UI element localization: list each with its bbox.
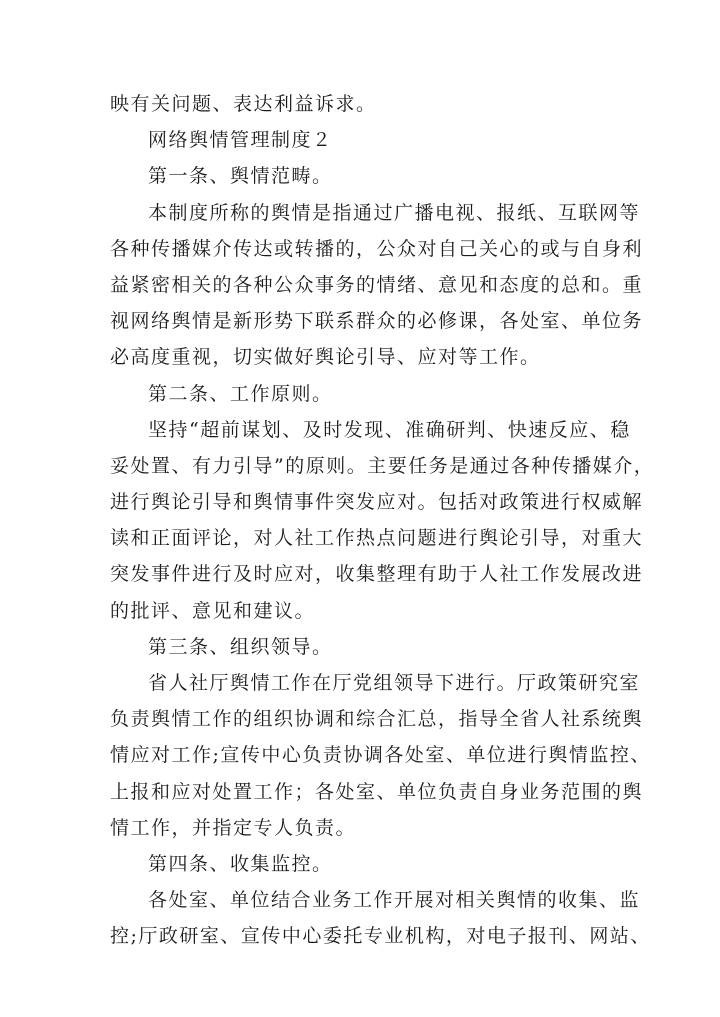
document-body (110, 86, 655, 955)
text-line: 坚持“超前谋划、及时发现、准确研判、快速反应、稳 (148, 418, 631, 441)
text-line: 的批评、意见和建议。 (110, 599, 316, 622)
text-line: 网络舆情管理制度２ (148, 129, 333, 152)
text-line: 第二条、工作原则。 (148, 382, 333, 405)
text-line: 负责舆情工作的组织协调和综合汇总，指导全省人社系统舆 (110, 708, 644, 731)
text-line: 必高度重视，切实做好舆论引导、应对等工作。 (110, 346, 541, 369)
text-line: 本制度所称的舆情是指通过广播电视、报纸、互联网等 (148, 201, 641, 224)
text-line: 上报和应对处置工作；各处室、单位负责自身业务范围的舆 (110, 780, 644, 803)
text-line: 控;厅政研室、宣传中心委托专业机构，对电子报刊、网站、 (110, 925, 651, 948)
text-line: 省人社厅舆情工作在厅党组领导下进行。厅政策研究室 (148, 672, 641, 694)
text-line: 各种传播媒介传达或转播的，公众对自己关心的或与自身利 (110, 237, 644, 260)
text-line: 突发事件进行及时应对，收集整理有助于人社工作发展改进 (110, 563, 644, 586)
text-line: 妥处置、有力引导”的原则。主要任务是通过各种传播媒介， (110, 454, 655, 477)
text-line: 读和正面评论，对人社工作热点问题进行舆论引导，对重大 (110, 527, 644, 550)
text-line: 进行舆论引导和舆情事件突发应对。包括对政策进行权威解 (110, 491, 644, 514)
text-line: 映有关问题、表达利益诉求。 (110, 93, 377, 115)
text-line: 第三条、组织领导。 (148, 635, 333, 658)
text-line: 第四条、收集监控。 (148, 852, 333, 875)
text-line: 第一条、舆情范畴。 (148, 165, 333, 188)
text-line: 各处室、单位结合业务工作开展对相关舆情的收集、监 (148, 889, 641, 912)
text-line: 视网络舆情是新形势下联系群众的必修课，各处室、单位务 (110, 310, 644, 333)
text-line: 益紧密相关的各种公众事务的情绪、意见和态度的总和。重 (110, 273, 644, 296)
text-line: 情应对工作;宣传中心负责协调各处室、单位进行舆情监控、 (110, 744, 651, 767)
text-line: 情工作，并指定专人负责。 (110, 816, 357, 839)
